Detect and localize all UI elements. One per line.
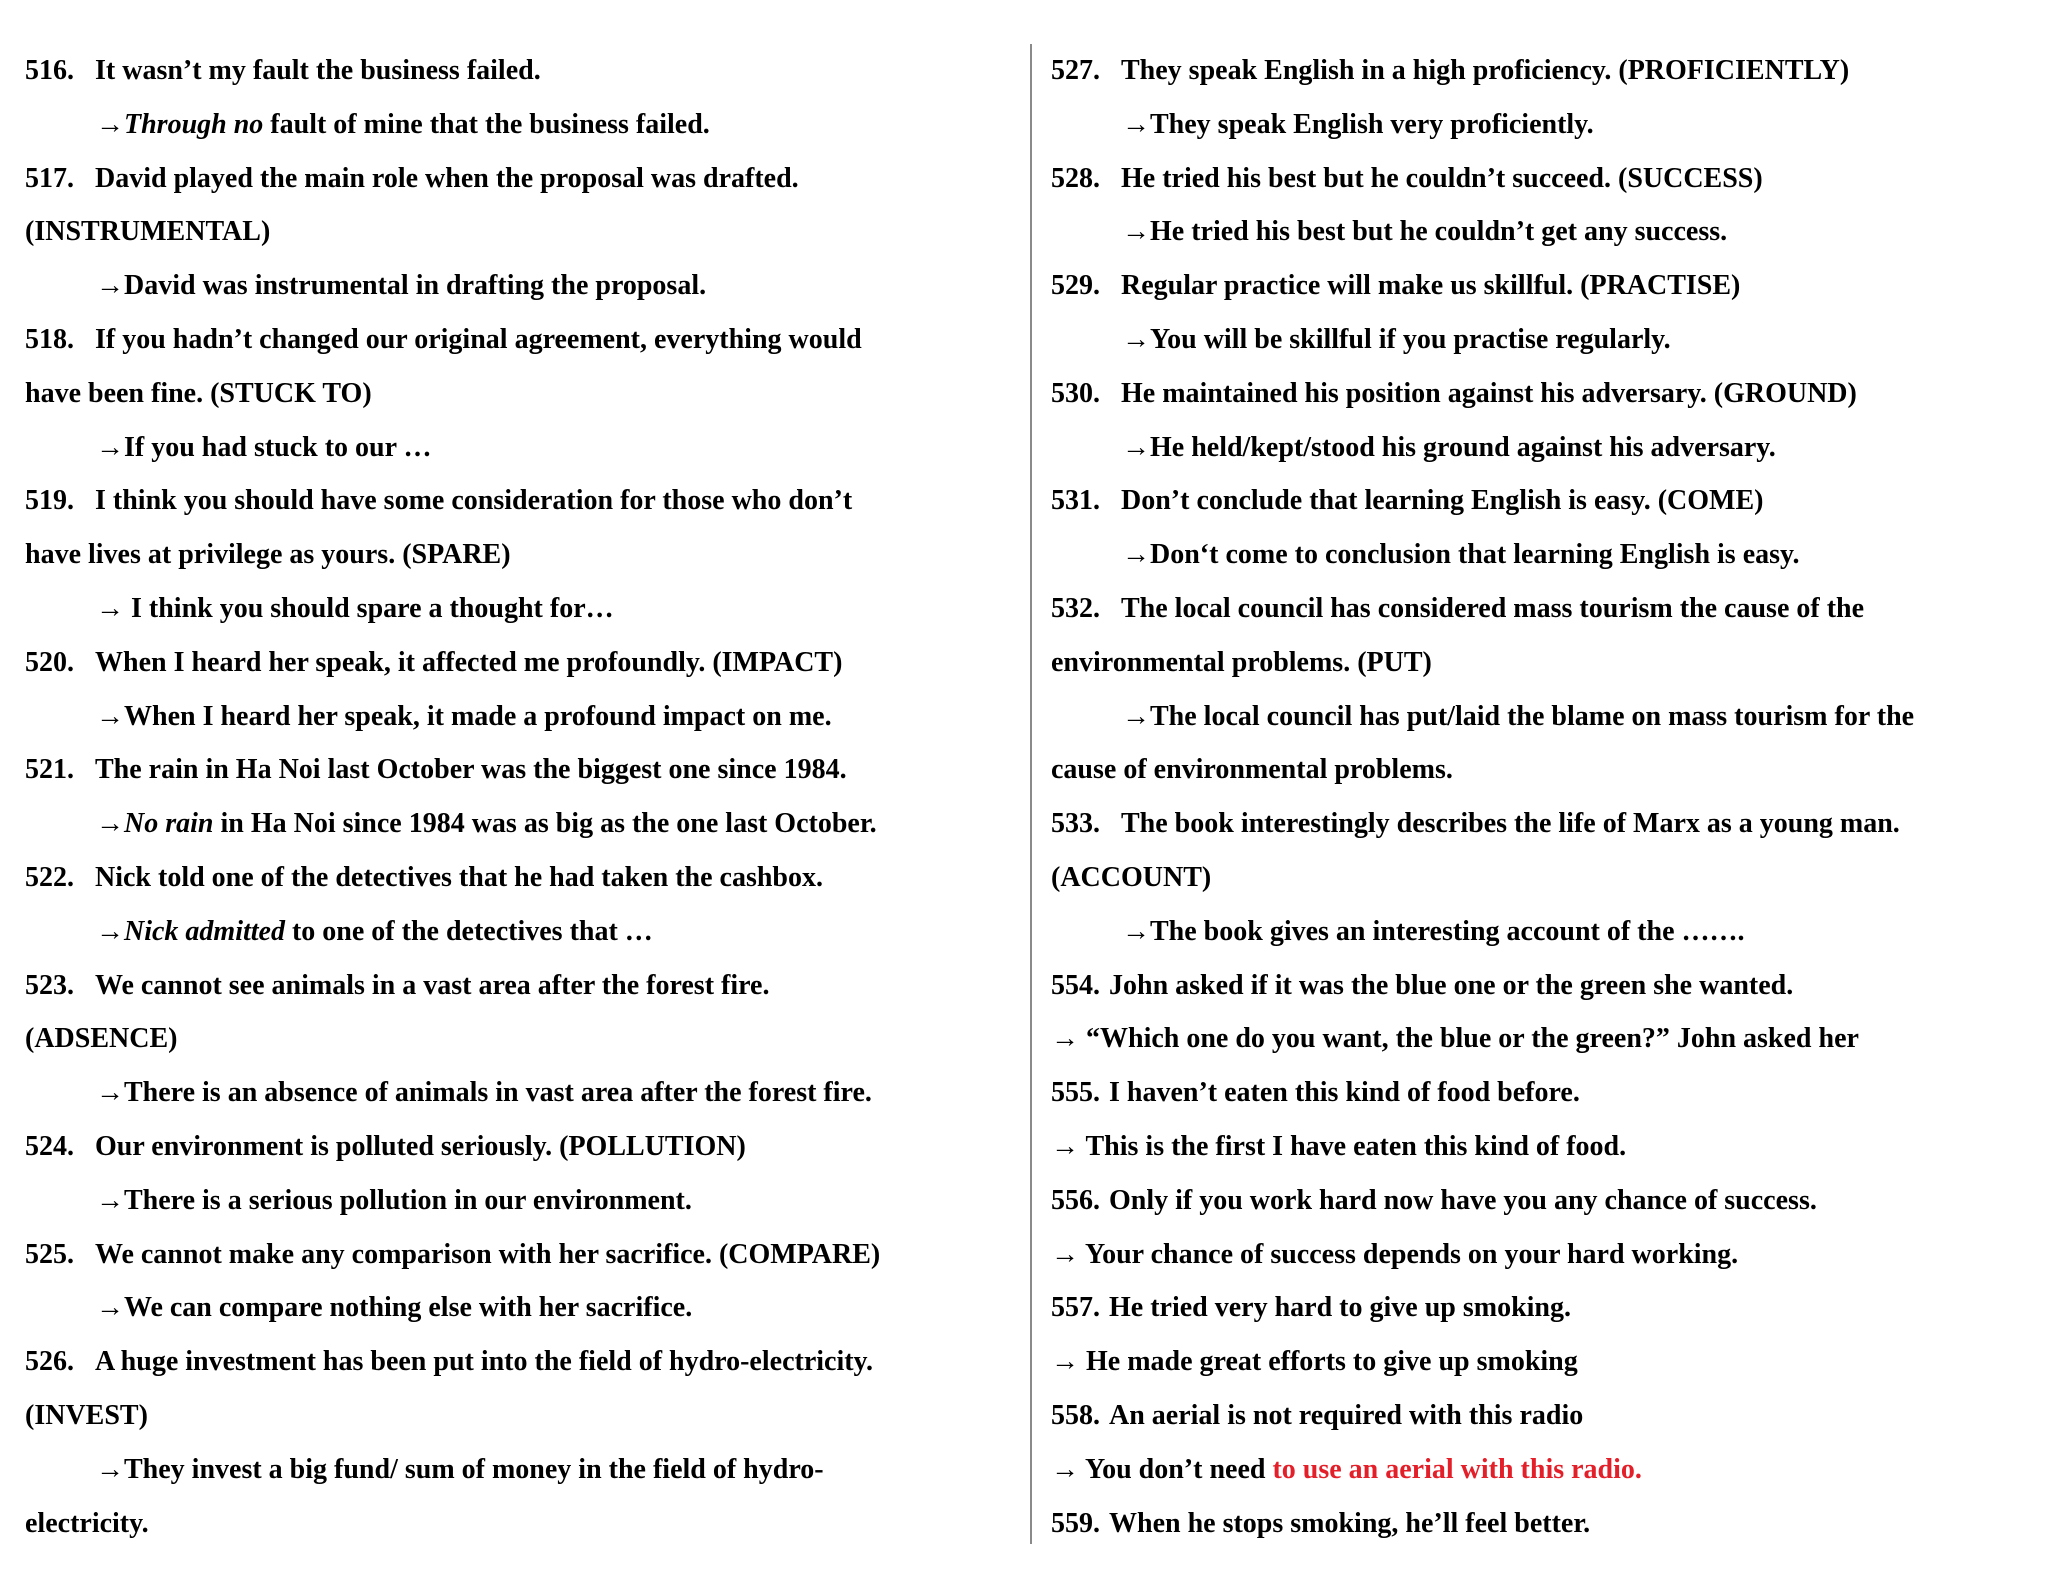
- exercise-number: 519.: [25, 485, 74, 517]
- answer-text: He held/kept/stood his ground against his adversary.: [1150, 431, 1776, 463]
- answer-text: Don‘t come to conclusion that learning English is easy.: [1150, 539, 1800, 571]
- answer-text: There is an absence of animals in vast area after the forest fire.: [124, 1077, 872, 1109]
- answer-text: You will be skillful if you practise regularly.: [1150, 323, 1671, 355]
- exercise-531: [1051, 474, 2036, 528]
- answer-524: [25, 1174, 1025, 1228]
- answer-518: [25, 421, 1025, 475]
- exercise-sentence: Don’t conclude that learning English is easy. (COME): [1121, 485, 1764, 517]
- exercise-526-cont: [25, 1389, 1025, 1443]
- exercise-518-cont: [25, 367, 1025, 421]
- exercise-518: [25, 313, 1025, 367]
- arrow-icon: →: [1122, 216, 1150, 248]
- exercise-number: 521.: [25, 754, 74, 786]
- right-column: [1051, 44, 2036, 1550]
- exercise-sentence: If you hadn’t changed our original agreement, everything would: [95, 323, 862, 355]
- answer-556: [1051, 1228, 2036, 1282]
- exercise-522: [25, 851, 1025, 905]
- exercise-sentence: An aerial is not required with this radio: [1109, 1399, 1584, 1431]
- answer-529: [1051, 313, 2036, 367]
- exercise-526: [25, 1335, 1025, 1389]
- exercise-sentence: When I heard her speak, it affected me profoundly. (IMPACT): [95, 646, 843, 678]
- answer-italic: Nick admitted: [124, 915, 285, 947]
- exercise-527: [1051, 44, 2036, 98]
- exercise-number: 517.: [25, 162, 74, 194]
- answer-italic: No rain: [124, 808, 214, 840]
- arrow-icon: →: [1122, 539, 1150, 571]
- answer-text: They speak English very proficiently.: [1150, 108, 1594, 140]
- arrow-icon: →: [96, 808, 124, 840]
- arrow-icon: →: [96, 1292, 124, 1324]
- arrow-icon: →: [96, 700, 124, 732]
- answer-text: Your chance of success depends on your hard working.: [1084, 1238, 1739, 1270]
- exercise-523-cont: [25, 1012, 1025, 1066]
- exercise-517: [25, 152, 1025, 206]
- answer-text: in Ha Noi since 1984 was as big as the one last October.: [213, 808, 877, 840]
- answer-558: [1051, 1443, 2036, 1497]
- answer-text: They invest a big fund/ sum of money in the field of hydro-: [124, 1453, 824, 1485]
- answer-532-cont: [1051, 743, 2036, 797]
- exercise-520: [25, 636, 1025, 690]
- exercise-sentence: A huge investment has been put into the field of hydro-electricity.: [95, 1346, 874, 1378]
- answer-text: electricity.: [25, 1507, 149, 1539]
- answer-531: [1051, 528, 2036, 582]
- answer-521: [25, 797, 1025, 851]
- arrow-icon: →: [96, 108, 124, 140]
- arrow-icon: →: [1122, 915, 1150, 947]
- exercise-number: 522.: [25, 861, 74, 893]
- arrow-icon: →: [96, 592, 131, 624]
- answer-557: [1051, 1335, 2036, 1389]
- exercise-number: 559.: [1051, 1507, 1100, 1539]
- exercise-number: 533.: [1051, 808, 1100, 840]
- exercise-number: 531.: [1051, 485, 1100, 517]
- arrow-icon: →: [1051, 1346, 1086, 1378]
- exercise-sentence: He tried his best but he couldn’t succeed. (SUCCESS): [1121, 162, 1763, 194]
- exercise-528: [1051, 152, 2036, 206]
- answer-text: He tried his best but he couldn’t get any success.: [1150, 216, 1728, 248]
- exercise-532-cont: [1051, 636, 2036, 690]
- exercise-number: 554.: [1051, 969, 1100, 1001]
- exercise-number: 516.: [25, 55, 74, 86]
- answer-517: [25, 259, 1025, 313]
- exercise-557: [1051, 1281, 2036, 1335]
- exercise-sentence: Only if you work hard now have you any chance of success.: [1109, 1184, 1817, 1216]
- answer-527: [1051, 98, 2036, 152]
- answer-519: [25, 582, 1025, 636]
- exercise-519-cont: [25, 528, 1025, 582]
- exercise-sentence: (INSTRUMENTAL): [25, 216, 271, 248]
- exercise-number: 529.: [1051, 270, 1100, 302]
- exercise-sentence: (ACCOUNT): [1051, 861, 1212, 893]
- exercise-number: 557.: [1051, 1292, 1100, 1324]
- exercise-number: 528.: [1051, 162, 1100, 194]
- answer-532: [1051, 690, 2036, 744]
- exercise-529: [1051, 259, 2036, 313]
- arrow-icon: →: [1051, 1453, 1085, 1485]
- arrow-icon: →: [1051, 1238, 1085, 1270]
- answer-text: He made great efforts to give up smoking: [1086, 1346, 1578, 1378]
- exercise-sentence: He maintained his position against his adversary. (GROUND): [1121, 377, 1857, 409]
- exercise-sentence: David played the main role when the proposal was drafted.: [95, 162, 799, 194]
- exercise-sentence: The local council has considered mass tourism the cause of the: [1121, 592, 1865, 624]
- exercise-532: [1051, 582, 2036, 636]
- exercise-number: 527.: [1051, 55, 1100, 86]
- exercise-sentence: The rain in Ha Noi last October was the biggest one since 1984.: [95, 754, 847, 786]
- answer-554: [1051, 1012, 2036, 1066]
- exercise-sentence: I haven’t eaten this kind of food before.: [1109, 1077, 1580, 1109]
- exercise-number: 532.: [1051, 592, 1100, 624]
- answer-text: David was instrumental in drafting the proposal.: [124, 270, 707, 302]
- answer-526-cont: [25, 1497, 1025, 1551]
- answer-highlight: to use an aerial with this radio.: [1272, 1453, 1642, 1485]
- answer-text: cause of environmental problems.: [1051, 754, 1453, 786]
- arrow-icon: →: [96, 915, 124, 947]
- exercise-sentence: We cannot see animals in a vast area after the forest fire.: [95, 969, 770, 1001]
- arrow-icon: →: [1122, 108, 1150, 140]
- exercise-number: 556.: [1051, 1184, 1100, 1216]
- answer-530: [1051, 421, 2036, 475]
- exercise-sentence: We cannot make any comparison with her sacrifice. (COMPARE): [95, 1238, 881, 1270]
- answer-text: to one of the detectives that …: [284, 915, 653, 947]
- exercise-number: 525.: [25, 1238, 74, 1270]
- exercise-number: 526.: [25, 1346, 74, 1378]
- exercise-sentence: Nick told one of the detectives that he had taken the cashbox.: [95, 861, 823, 893]
- answer-526: [25, 1443, 1025, 1497]
- arrow-icon: →: [1051, 1023, 1086, 1055]
- arrow-icon: →: [1051, 1130, 1086, 1162]
- column-divider: [1030, 44, 1032, 1544]
- exercise-number: 524.: [25, 1130, 74, 1162]
- exercise-sentence: Regular practice will make us skillful. (PRACTISE): [1121, 270, 1741, 302]
- exercise-number: 523.: [25, 969, 74, 1001]
- answer-text: I think you should spare a thought for…: [131, 592, 614, 624]
- exercise-number: 555.: [1051, 1077, 1100, 1109]
- exercise-sentence: He tried very hard to give up smoking.: [1109, 1292, 1571, 1324]
- exercise-sentence: When he stops smoking, he’ll feel better.: [1109, 1507, 1591, 1539]
- exercise-559: [1051, 1497, 2036, 1551]
- answer-533: [1051, 905, 2036, 959]
- exercise-530: [1051, 367, 2036, 421]
- answer-text: “Which one do you want, the blue or the green?” John asked her: [1086, 1023, 1859, 1055]
- exercise-sentence: (ADSENCE): [25, 1023, 178, 1055]
- answer-text: If you had stuck to our …: [124, 431, 432, 463]
- answer-520: [25, 690, 1025, 744]
- arrow-icon: →: [96, 270, 124, 302]
- exercise-525: [25, 1228, 1025, 1282]
- answer-528: [1051, 205, 2036, 259]
- exercise-sentence: They speak English in a high proficiency. (PROFICIENTLY): [1121, 55, 1850, 86]
- exercise-number: 520.: [25, 646, 74, 678]
- exercise-555: [1051, 1066, 2036, 1120]
- arrow-icon: →: [1122, 431, 1150, 463]
- arrow-icon: →: [1122, 323, 1150, 355]
- exercise-sentence: The book interestingly describes the life of Marx as a young man.: [1121, 808, 1900, 840]
- exercise-516: [25, 44, 1025, 98]
- exercise-533-cont: [1051, 851, 2036, 905]
- exercise-sentence: (INVEST): [25, 1399, 148, 1431]
- left-column: [25, 44, 1025, 1550]
- arrow-icon: →: [96, 1453, 124, 1485]
- answer-text: The local council has put/laid the blame on mass tourism for the: [1150, 700, 1915, 732]
- exercise-sentence: It wasn’t my fault the business failed.: [95, 55, 541, 86]
- answer-text: fault of mine that the business failed.: [263, 108, 710, 140]
- answer-text: You don’t need: [1084, 1453, 1273, 1485]
- answer-555: [1051, 1120, 2036, 1174]
- exercise-number: 518.: [25, 323, 74, 355]
- answer-text: The book gives an interesting account of the …….: [1150, 915, 1745, 947]
- answer-516: [25, 98, 1025, 152]
- arrow-icon: →: [96, 1184, 124, 1216]
- exercise-sentence: environmental problems. (PUT): [1051, 646, 1432, 678]
- answer-523: [25, 1066, 1025, 1120]
- exercise-558: [1051, 1389, 2036, 1443]
- exercise-556: [1051, 1174, 2036, 1228]
- exercise-sentence: John asked if it was the blue one or the green she wanted.: [1109, 969, 1794, 1001]
- exercise-number: 530.: [1051, 377, 1100, 409]
- answer-text: We can compare nothing else with her sacrifice.: [124, 1292, 693, 1324]
- arrow-icon: →: [1122, 700, 1150, 732]
- arrow-icon: →: [96, 431, 124, 463]
- exercise-521: [25, 743, 1025, 797]
- exercise-sentence: I think you should have some consideration for those who don’t: [95, 485, 853, 517]
- exercise-524: [25, 1120, 1025, 1174]
- exercise-517-cont: [25, 205, 1025, 259]
- exercise-554: [1051, 959, 2036, 1013]
- arrow-icon: →: [96, 1077, 124, 1109]
- answer-522: [25, 905, 1025, 959]
- answer-525: [25, 1281, 1025, 1335]
- exercise-523: [25, 959, 1025, 1013]
- exercise-519: [25, 474, 1025, 528]
- exercise-sentence: have lives at privilege as yours. (SPARE): [25, 539, 511, 571]
- answer-text: There is a serious pollution in our environment.: [124, 1184, 692, 1216]
- exercise-sentence: have been fine. (STUCK TO): [25, 377, 372, 409]
- answer-text: This is the first I have eaten this kind of food.: [1085, 1130, 1627, 1162]
- exercise-number: 558.: [1051, 1399, 1100, 1431]
- answer-italic: Through no: [124, 108, 264, 140]
- exercise-sentence: Our environment is polluted seriously. (POLLUTION): [95, 1130, 746, 1162]
- answer-text: When I heard her speak, it made a profound impact on me.: [124, 700, 832, 732]
- exercise-533: [1051, 797, 2036, 851]
